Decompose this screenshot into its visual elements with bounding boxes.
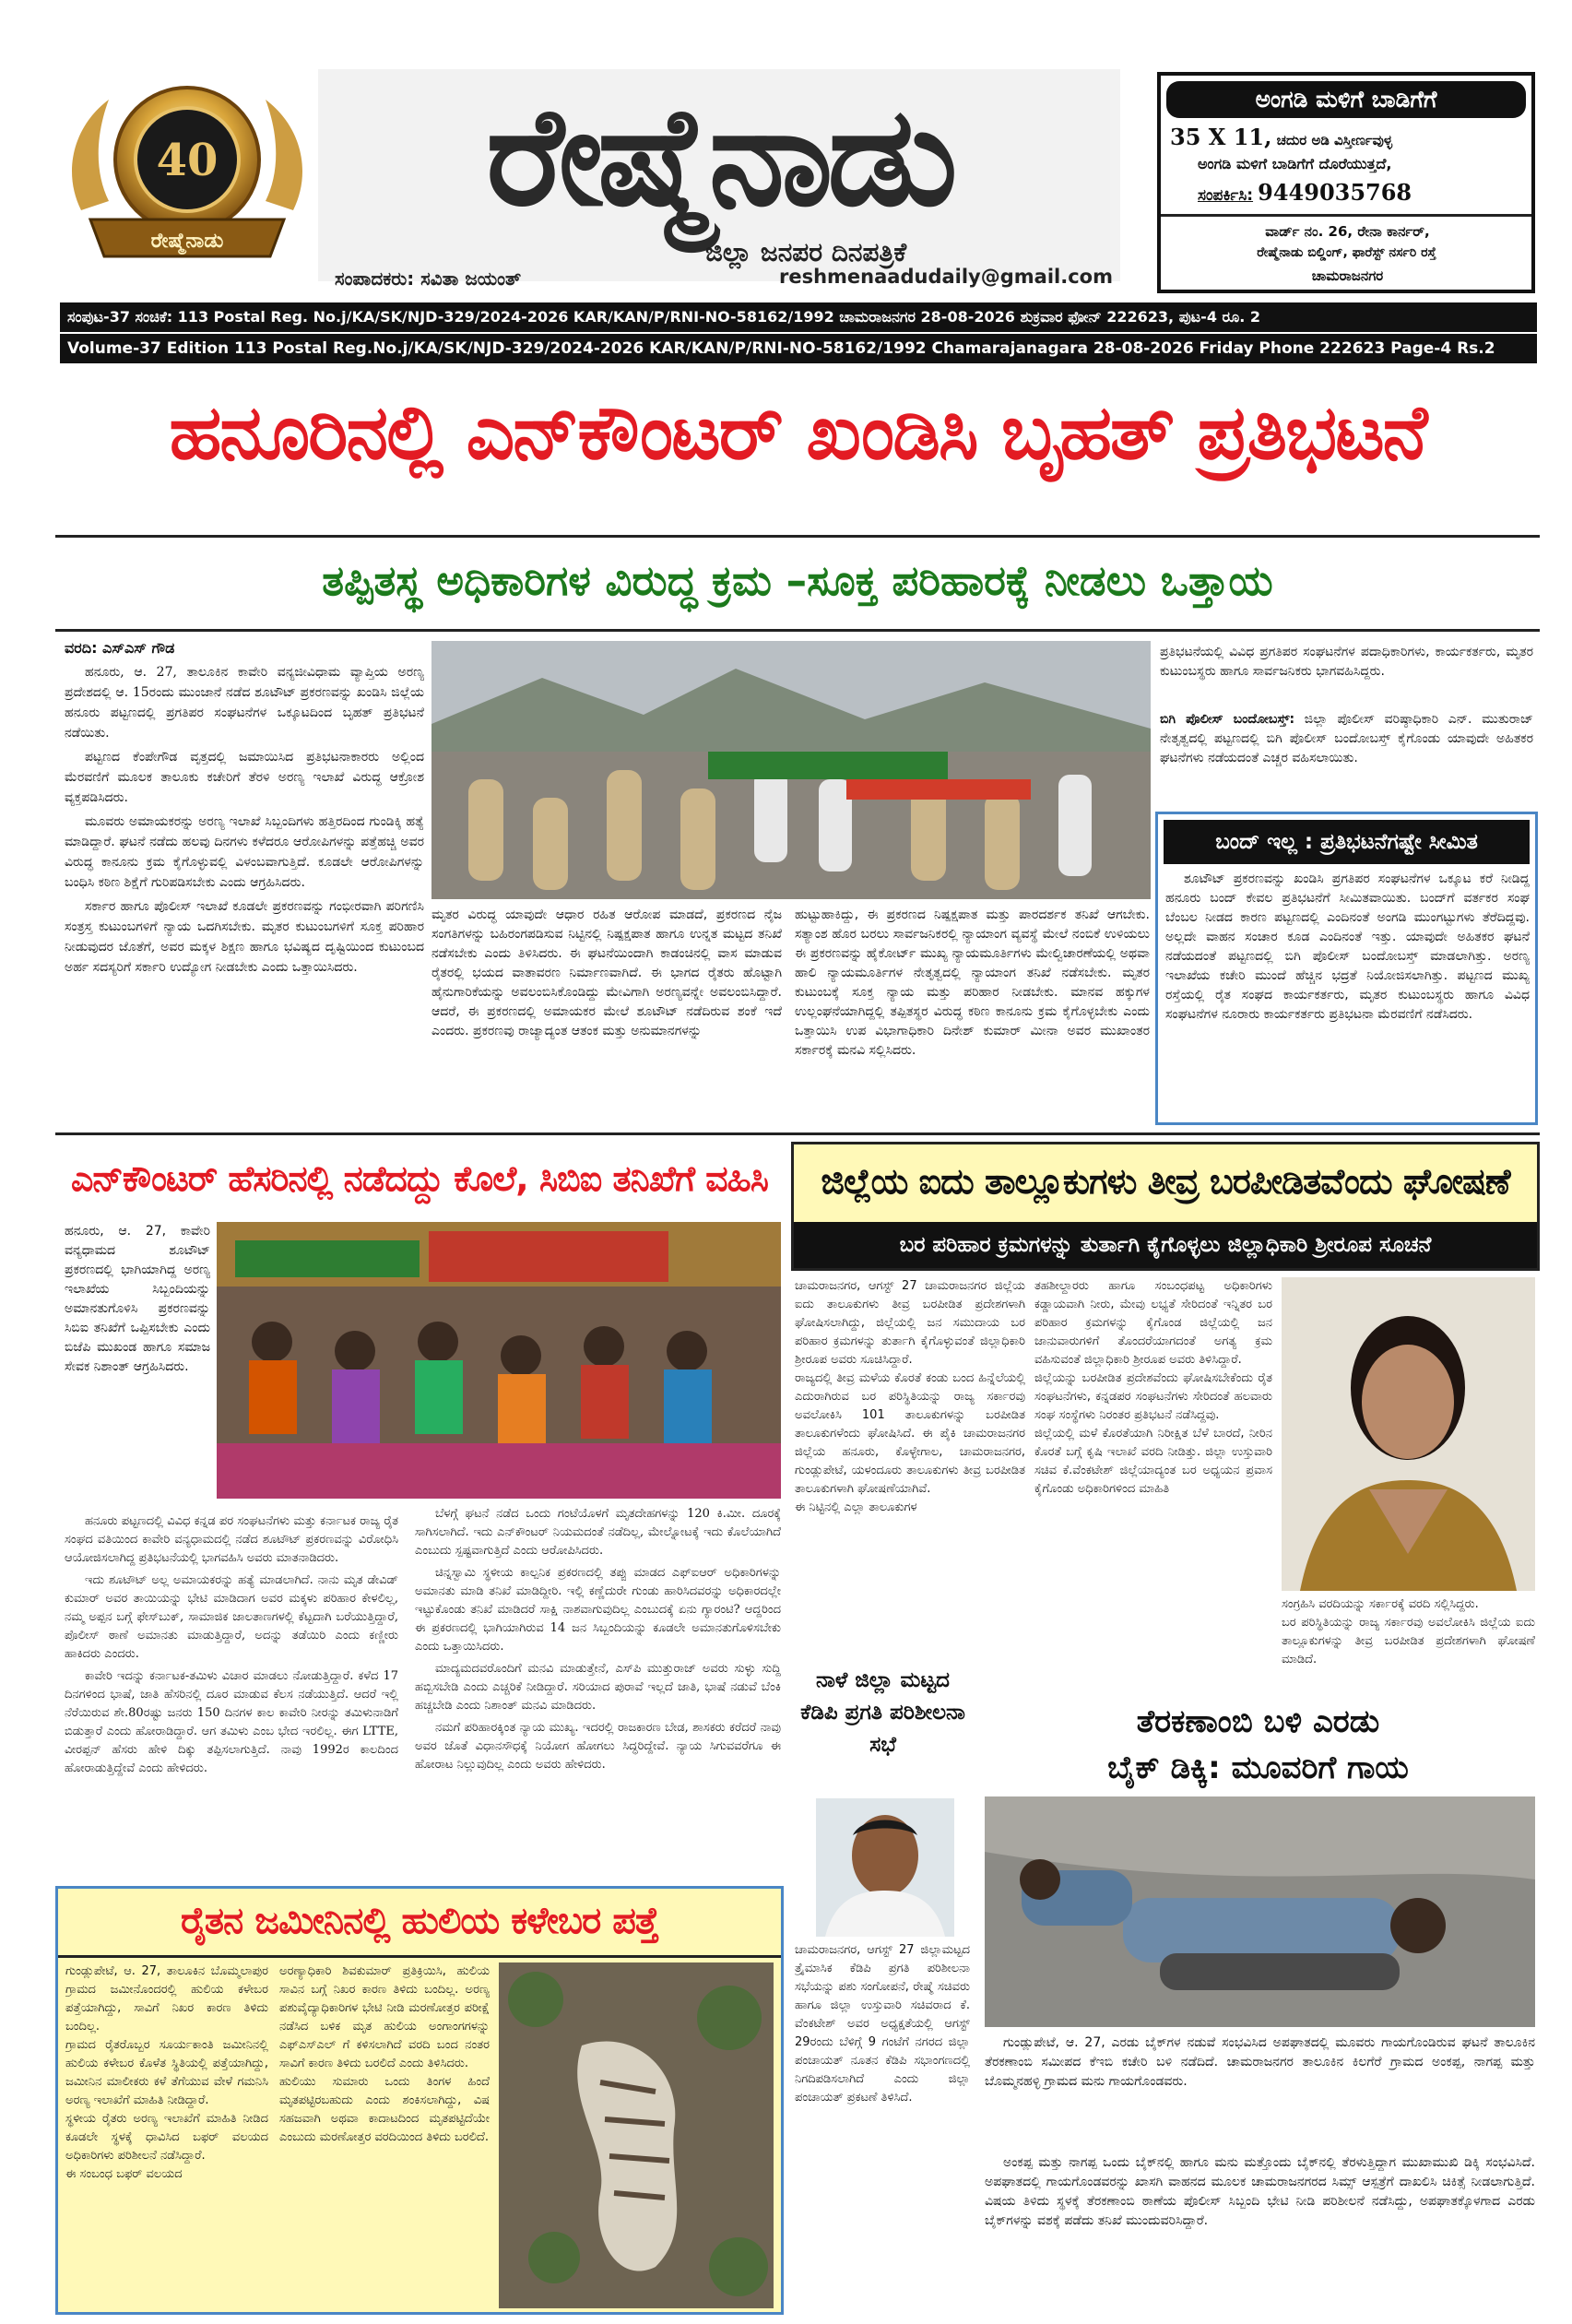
rent-ad-contact <box>1198 179 1530 208</box>
tiger-col1-p4: ಈ ಸಂಬಂಧ ಬಫರ್ ವಲಯದ <box>65 2167 183 2181</box>
info-bar-english <box>60 334 1537 363</box>
drought-headline: ಜಿಲ್ಲೆಯ ಐದು ತಾಲ್ಲೂಕುಗಳು ತೀವ್ರ ಬರಪೀಡಿತವೆಂದು ಘೋಷಣೆ <box>821 1161 1510 1202</box>
rent-ad-line2: ಅಂಗಡಿ ಮಳಿಗೆ ಬಾಡಿಗೆಗೆ ದೊರೆಯುತ್ತದೆ, <box>1198 155 1392 172</box>
tiger-box <box>55 1886 784 2315</box>
lead-col1-p1: ಹನೂರು, ಆ. 27, ತಾಲೂಕಿನ ಕಾವೇರಿ ವನ್ಯಜೀವಿಧಾಮ ವ್ಯಾಪ್ತಿಯ ಅರಣ್ಯ ಪ್ರದೇಶದಲ್ಲಿ ಆ. 15ರಂದು ಮುಂಜಾನೆ ನಡೆದ ಶೂಟೌಟ್ ಪ್ರಕರಣವನ್ನು ಖಂಡಿಸಿ ಜಿಲ್ಲೆಯ ಹನೂರು ಪಟ್ಟಣದಲ್ಲಿ ಪ್ರಗತಿಪರ ಸಂಘಟನೆಗಳ ಒಕ್ಕೂಟದಿಂದ ಬೃಹತ್ ಪ್ರತಿಭಟನೆ ನಡೆಯಿತು. <box>65 665 424 741</box>
lead-column-4b <box>1160 710 1533 812</box>
drought-subheadline: ಬರ ಪರಿಹಾರ ಕ್ರಮಗಳನ್ನು ತುರ್ತಾಗಿ ಕೈಗೊಳ್ಳಲು ಜಿಲ್ಲಾಧಿಕಾರಿ ಶ್ರೀರೂಪ ಸೂಚನೆ <box>794 1222 1537 1268</box>
title-banner <box>318 69 1120 281</box>
lead-headline: ಹನೂರಿನಲ್ಲಿ ಎನ್‌ಕೌಂಟರ್ ಖಂಡಿಸಿ ಬೃಹತ್ ಪ್ರತಿಭಟನೆ <box>169 389 1426 477</box>
encounter-body-p1: ಹನೂರು ಪಟ್ಟಣದಲ್ಲಿ ವಿವಿಧ ಕನ್ನಡ ಪರ ಸಂಘಟನೆಗಳು ಮತ್ತು ಕರ್ನಾಟಕ ರಾಜ್ಯ ರೈತ ಸಂಘದ ವತಿಯಿಂದ ಕಾವೇರಿ ವನ್ಯಧಾಮದಲ್ಲಿ ನಡೆದ ಶೂಟೌಟ್ ಪ್ರಕರಣವನ್ನು ವಿರೋಧಿಸಿ ಆಯೋಜಿಸಲಾಗಿದ್ದ ಪ್ರತಿಭಟನೆಯಲ್ಲಿ ಭಾಗವಹಿಸಿ ಅವರು ಮಾತನಾಡಿದರು. <box>65 1514 398 1565</box>
rent-ad-line1: ಚದುರ ಅಡಿ ವಿಸ್ತೀರ್ಣವುಳ್ಳ <box>1276 132 1392 148</box>
encounter-right-p1: ಬೆಳಗ್ಗೆ ಘಟನೆ ನಡೆದ ಒಂದು ಗಂಟೆಯೊಳಗೆ ಮೃತದೇಹಗಳನ್ನು 120 ಕಿ.ಮೀ. ದೂರಕ್ಕೆ ಸಾಗಿಸಲಾಗಿದೆ. ಇದು ಎನ್‌ಕೌಂಟರ್ ನಿಯಮದಂತೆ ನಡೆದಿಲ್ಲ, ಮೇಲ್ನೋಟಕ್ಕೆ ಇದು ಕೊಲೆಯಾಗಿದೆ ಎಂಬುದು ಸ್ಪಷ್ಟವಾಗುತ್ತಿದೆ ಎಂದು ಆರೋಪಿಸಿದರು. <box>415 1507 781 1558</box>
tiger-column-1 <box>65 1962 268 2308</box>
rent-ad-title: ಅಂಗಡಿ ಮಳಿಗೆ ಬಾಡಿಗೆಗೆ <box>1166 81 1526 118</box>
emblem-icon <box>53 72 321 293</box>
rent-ad-size: 35 X 11, <box>1170 124 1272 150</box>
drought-box <box>791 1142 1540 1271</box>
lead-column-2: ಮೃತರ ವಿರುದ್ಧ ಯಾವುದೇ ಆಧಾರ ರಹಿತ ಆರೋಪ ಮಾಡದೆ, ಪ್ರಕರಣದ ನೈಜ ಸಂಗತಿಗಳನ್ನು ಬಹಿರಂಗಪಡಿಸುವ ನಿಟ್ಟಿನಲ್ಲಿ ನಿಷ್ಪಕ್ಷಪಾತ ಹಾಗೂ ಉನ್ನತ ಮಟ್ಟದ ತನಿಖೆ ನಡೆಸಬೇಕು ಎಂದು ತಿಳಿಸಿದರು. ಈ ಘಟನೆಯಿಂದಾಗಿ ಕಾಡಂಚಿನಲ್ಲಿ ವಾಸ ಮಾಡುವ ರೈತರಲ್ಲಿ ಭಯದ ವಾತಾವರಣ ನಿರ್ಮಾಣವಾಗಿದೆ. ಈ ಭಾಗದ ರೈತರು ಹೊಟ್ಟಾಗಿ ಹೈನುಗಾರಿಕೆಯನ್ನು ಅವಲಂಬಿಸಿಕೊಂಡಿದ್ದು ಮೇವಿಗಾಗಿ ಅರಣ್ಯವನ್ನೇ ಅವಲಂಬಿಸಿದ್ದಾರೆ. ಆದರೆ, ಈ ಪ್ರಕರಣದಲ್ಲಿ ಅಮಾಯಕರ ಮೇಲೆ ಶೂಟೌಟ್ ನಡೆದಿರುವ ಶಂಕೆ ಇದೆ ಎಂದರು. ಪ್ರಕರಣವು ರಾಜ್ಯಾದ್ಯಂತ ಆತಂಕ ಮತ್ತು ಅನುಮಾನಗಳನ್ನು <box>431 907 782 1038</box>
encounter-body-p3: ಕಾವೇರಿ ಇದನ್ನು ಕರ್ನಾಟಕ-ತಮಿಳು ವಿಚಾರ ಮಾಡಲು ನೋಡುತ್ತಿದ್ದಾರೆ. ಕಳೆದ 17 ದಿನಗಳಿಂದ ಭಾಷೆ, ಜಾತಿ ಹೆಸರಿನಲ್ಲಿ ದೂರ ಮಾಡುವ ಕೆಲಸ ನಡೆಯುತ್ತಿದೆ. ಆದರೆ ಇಲ್ಲಿ ನೆರೆಯಿರುವ ಶೇ.80ರಷ್ಟು ಜನರು 150 ದಿನಗಳ ಕಾಲ ಕಾವೇರಿ ನೀರನ್ನು ತಮಿಳುನಾಡಿಗೆ ಬಿಡುತ್ತಾರೆ ಎಂದು ಹೋರಾಡಿದ್ದಾರೆ. ಆಗ ತಮಿಳು ಎಂಬ ಭೇದ ಇರಲಿಲ್ಲ. ಈಗ LTTE, ವೀರಪ್ಪನ್ ಹೆಸರು ಹೇಳಿ ದಿಕ್ಕು ತಪ್ಪಿಸಲಾಗುತ್ತಿದೆ. ನಾವು 1992ರ ಕಾಲದಿಂದ ಹೋರಾಡುತ್ತಿದ್ದೇವೆ ಎಂದು ಹೇಳಿದರು. <box>65 1669 398 1775</box>
section-divider-1 <box>55 1132 1540 1135</box>
editor-line: ಸಂಪಾದಕರು: ಸವಿತಾ ಜಯಂತ್ <box>335 267 522 290</box>
encounter-headline: ಎನ್‌ಕೌಂಟರ್ ಹೆಸರಿನಲ್ಲಿ ನಡೆದದ್ದು ಕೊಲೆ, ಸಿಬಿಐ ತನಿಖೆಗೆ ವಹಿಸಿ <box>71 1158 768 1199</box>
accident-photo <box>985 1796 1535 2027</box>
rent-ad-address2: ರೇಷ್ಮೆನಾಡು ಬಿಲ್ಡಿಂಗ್, ಫಾರೆಸ್ಟ್ ನರ್ಸರಿ ರಸ್ತೆ <box>1257 245 1436 260</box>
lead-rule-bottom <box>55 629 1540 632</box>
minister-portrait-image <box>816 1798 954 1937</box>
emblem-ribbon-text: ರೇಷ್ಮೆನಾಡು <box>150 230 224 253</box>
drought-col1-p2: ರಾಜ್ಯದಲ್ಲಿ ತೀವ್ರ ಮಳೆಯ ಕೊರತೆ ಕಂಡು ಬಂದ ಹಿನ್ನೆಲೆಯಲ್ಲಿ ಎದುರಾಗಿರುವ ಬರ ಪರಿಸ್ಥಿತಿಯನ್ನು ರಾಜ್ಯ ಸರ್ಕಾರವು ಅವಲೋಕಿಸಿ 101 ತಾಲೂಕುಗಳನ್ನು ಬರಪೀಡಿತ ತಾಲೂಕುಗಳೆಂದು ಘೋಷಿಸಿದೆ. ಈ ಪೈಕಿ ಚಾಮರಾಜನಗರ ಜಿಲ್ಲೆಯ ಹನೂರು, ಕೊಳ್ಳೇಗಾಲ, ಚಾಮರಾಜನಗರ, ಗುಂಡ್ಲುಪೇಟೆ, ಯಳಂದೂರು ತಾಲೂಕುಗಳು ತೀವ್ರ ಬರಪೀಡಿತ ತಾಲೂಕುಗಳಾಗಿ ಘೋಷಣೆಯಾಗಿವೆ. <box>795 1371 1025 1496</box>
tiger-col1-p1: ಗುಂಡ್ಲುಪೇಟೆ, ಆ. 27, ತಾಲೂಕಿನ ಬೊಮ್ಮಲಾಪುರ ಗ್ರಾಮದ ಜಮೀನೊಂದರಲ್ಲಿ ಹುಲಿಯ ಕಳೇಬರ ಪತ್ತೆಯಾಗಿದ್ದು, ಸಾವಿಗೆ ನಿಖರ ಕಾರಣ ತಿಳಿದು ಬಂದಿಲ್ಲ. <box>65 1964 268 2034</box>
lead-column-1 <box>65 662 424 1123</box>
bandh-headline: ಬಂದ್ ಇಲ್ಲ : ಪ್ರತಿಭಟನೆಗಷ್ಟೇ ಸೀಮಿತ <box>1164 820 1530 864</box>
protest-march-image <box>431 641 1151 899</box>
drought-column-3 <box>1282 1595 1535 1688</box>
info-bar-english-text: Volume-37 Edition 113 Postal Reg.No.j/KA/SK/NJD-329/2024-2026 KAR/KAN/P/RNI-NO-58162/1992 Chamarajanagara 28-08-2026 Friday Phone 222623 Page-4 Rs.2 <box>67 339 1495 358</box>
sit-in-protest-image <box>217 1222 781 1499</box>
encounter-body-p2: ಇದು ಶೂಟೌಟ್ ಅಲ್ಲ ಅಮಾಯಕರನ್ನು ಹತ್ಯೆ ಮಾಡಲಾಗಿದೆ. ನಾನು ಮೃತ ಡೇವಿಡ್ ಕುಮಾರ್ ಅವರ ತಾಯಿಯನ್ನು ಭೇಟಿ ಮಾಡಿದಾಗ ಅವರ ಮಕ್ಕಳು ಪರಿಹಾರ ಕೇಳಲಿಲ್ಲ, ನಮ್ಮ ಅಪ್ಪನ ಬಗ್ಗೆ ಫೇಸ್‌ಬುಕ್, ಸಾಮಾಜಿಕ ಜಾಲತಾಣಗಳಲ್ಲಿ ಕೆಟ್ಟದಾಗಿ ಬರೆಯುತ್ತಿದ್ದಾರೆ, ಪೊಲೀಸ್ ಠಾಣೆ ಅಮಾನತು ಮಾಡುತ್ತಿದ್ದಾರೆ, ಅದನ್ನು ತಡೆಯಿರಿ ಎಂದು ಕಣ್ಣೀರು ಹಾಕಿದರು ಎಂದರು. <box>65 1573 398 1661</box>
encounter-right-p2: ಚಿನ್ನಸ್ವಾಮಿ ಸ್ಥಳೀಯ ಕಾಲ್ಪನಿಕ ಪ್ರಕರಣದಲ್ಲಿ ತಪ್ಪು ಮಾಡದ ಎಫ್‌ಐಆರ್ ಅಧಿಕಾರಿಗಳನ್ನು ಅಮಾನತು ಮಾಡಿ ತನಿಖೆ ಮಾಡಿದ್ದೀರಿ. ಇಲ್ಲಿ ಕಣ್ಣೆದುರೇ ಗುಂಡು ಹಾರಿಸಿದವರನ್ನು ಅಧಿಕಾರದಲ್ಲೇ ಇಟ್ಟುಕೊಂಡು ತನಿಖೆ ಮಾಡಿದರೆ ಸಾಕ್ಷಿ ನಾಶವಾಗುವುದಿಲ್ಲ ಎಂಬುದಕ್ಕೆ ಏನು ಗ್ಯಾರಂಟಿ? ಆದ್ದರಿಂದ ಈ ಪ್ರಕರಣದಲ್ಲಿ ಭಾಗಿಯಾಗಿರುವ 14 ಜನ ಸಿಬ್ಬಂದಿಯನ್ನು ಕೂಡಲೇ ಅಮಾನತುಗೊಳಿಸಬೇಕು ಎಂದು ಒತ್ತಾಯಿಸಿದರು. <box>415 1566 781 1654</box>
drought-col3-p2: ಬರ ಪರಿಸ್ಥಿತಿಯನ್ನು ರಾಜ್ಯ ಸರ್ಕಾರವು ಅವಲೋಕಿಸಿ ಜಿಲ್ಲೆಯ ಐದು ತಾಲ್ಲೂಕುಗಳನ್ನು ತೀವ್ರ ಬರಪೀಡಿತ ಪ್ರದೇಶಗಳಾಗಿ ಘೋಷಣೆ ಮಾಡಿದೆ. <box>1282 1616 1535 1666</box>
email-link[interactable]: reshmenaadudaily@gmail.com <box>779 266 1113 288</box>
newspaper-tagline: ಜಿಲ್ಲಾ ಜನಪರ ದಿನಪತ್ರಿಕೆ <box>705 237 907 267</box>
protest-march-photo <box>431 641 1151 899</box>
drought-col3-p1: ಸಂಗ್ರಹಿಸಿ ವರದಿಯನ್ನು ಸರ್ಕಾರಕ್ಕೆ ವರದಿ ಸಲ್ಲಿಸಿದ್ದರು. <box>1282 1597 1479 1611</box>
lead-column-3: ಹುಟ್ಟುಹಾಕಿದ್ದು, ಈ ಪ್ರಕರಣದ ನಿಷ್ಪಕ್ಷಪಾತ ಮತ್ತು ಪಾರದರ್ಶಕ ತನಿಖೆ ಆಗಬೇಕು. ಸತ್ಯಾಂಶ ಹೊರ ಬರಲು ಸಾರ್ವಜನಿಕರಲ್ಲಿ ನ್ಯಾಯಾಂಗ ವ್ಯವಸ್ಥೆ ಮೇಲೆ ನಂಬಿಕೆ ಉಳಿಯಲು ಈ ಪ್ರಕರಣವನ್ನು ಹೈಕೋರ್ಟ್ ಮುಖ್ಯ ನ್ಯಾಯಮೂರ್ತಿಗಳು ಮೇಲ್ವಿಚಾರಣೆಯಲ್ಲಿ ಅಥವಾ ಹಾಲಿ ನ್ಯಾಯಮೂರ್ತಿಗಳ ನೇತೃತ್ವದಲ್ಲಿ ನ್ಯಾಯಾಂಗ ತನಿಖೆ ನಡೆಸಬೇಕು. ಮೃತರ ಕುಟುಂಬಕ್ಕೆ ಸೂಕ್ತ ನ್ಯಾಯ ಮತ್ತು ಪರಿಹಾರ ನೀಡಬೇಕು. ಮಾನವ ಹಕ್ಕುಗಳ ಉಲ್ಲಂಘನೆಯಾಗಿದ್ದಲ್ಲಿ ತಪ್ಪಿತಸ್ಥರ ವಿರುದ್ಧ ಕಠಿಣ ಕಾನೂನು ಕ್ರಮ ಕೈಗೊಳ್ಳಬೇಕು ಎಂದು ಒತ್ತಾಯಿಸಿ ಉಪ ವಿಭಾಗಾಧಿಕಾರಿ ದಿನೇಶ್ ಕುಮಾರ್ ಮೀನಾ ಅವರ ಮುಖಾಂತರ ಸರ್ಕಾರಕ್ಕೆ ಮನವಿ ಸಲ್ಲಿಸಿದರು. <box>795 907 1150 1058</box>
deputy-commissioner-photo <box>1282 1277 1535 1591</box>
masthead <box>0 0 1572 300</box>
tiger-rule <box>58 1955 781 1958</box>
lead-subheadline: ತಪ್ಪಿತಸ್ಥ ಅಧಿಕಾರಿಗಳ ವಿರುದ್ಧ ಕ್ರಮ –ಸೂಕ್ತ ಪರಿಹಾರಕ್ಕೆ ನೀಡಲು ಒತ್ತಾಯ <box>322 556 1273 605</box>
accident-paragraph-2: ಅಂಕಪ್ಪ ಮತ್ತು ನಾಗಪ್ಪ ಒಂದು ಬೈಕ್‌ನಲ್ಲಿ ಹಾಗೂ ಮನು ಮತ್ತೊಂದು ಬೈಕ್‌ನಲ್ಲಿ ತೆರಳುತ್ತಿದ್ದಾಗ ಮುಖಾಮುಖಿ ಡಿಕ್ಕಿ ಸಂಭವಿಸಿದೆ. ಅಪಘಾತದಲ್ಲಿ ಗಾಯಗೊಂಡವರನ್ನು ಖಾಸಗಿ ವಾಹನದ ಮೂಲಕ ಚಾಮರಾಜನಗರದ ಸಿಮ್ಸ್ ಆಸ್ಪತ್ರೆಗೆ ದಾಖಲಿಸಿ ಚಿಕಿತ್ಸೆ ನೀಡಲಾಗುತ್ತಿದೆ. ವಿಷಯ ತಿಳಿದು ಸ್ಥಳಕ್ಕೆ ತೆರಕಣಾಂಬಿ ಠಾಣೆಯ ಪೊಲೀಸ್ ಸಿಬ್ಬಂದಿ ಭೇಟಿ ನೀಡಿ ಪರಿಶೀಲನೆ ನಡೆಸಿದ್ದು, ಅಪಘಾತಕ್ಕೊಳಗಾದ ಎರಡು ಬೈಕ್‌ಗಳನ್ನು ವಶಕ್ಕೆ ಪಡೆದು ತನಿಖೆ ಮುಂದುವರಿಸಿದ್ದಾರೆ. <box>985 2155 1535 2228</box>
accident-headline-1: ತೆರಕಣಾಂಬಿ ಬಳಿ ಎರಡು <box>1136 1703 1380 1740</box>
lead-column-4a: ಪ್ರತಿಭಟನೆಯಲ್ಲಿ ವಿವಿಧ ಪ್ರಗತಿಪರ ಸಂಘಟನೆಗಳ ಪದಾಧಿಕಾರಿಗಳು, ಕಾರ್ಯಕರ್ತರು, ಮೃತರ ಕುಟುಂಬಸ್ಥರು ಹಾಗೂ ಸಾರ್ವಜನಿಕರು ಭಾಗವಹಿಸಿದ್ದರು. <box>1160 645 1533 679</box>
drought-column-1 <box>795 1277 1025 1688</box>
minister-photo <box>816 1798 954 1937</box>
lead-col1-p3: ಮೂವರು ಅಮಾಯಕರನ್ನು ಅರಣ್ಯ ಇಲಾಖೆ ಸಿಬ್ಬಂದಿಗಳು ಹತ್ತಿರದಿಂದ ಗುಂಡಿಕ್ಕಿ ಹತ್ಯೆ ಮಾಡಿದ್ದಾರೆ. ಘಟನೆ ನಡೆದು ಹಲವು ದಿನಗಳು ಕಳೆದರೂ ಆರೋಪಿಗಳನ್ನು ಪತ್ತೆಹಚ್ಚಿ ಅವರ ವಿರುದ್ಧ ಕಾನೂನು ಕ್ರಮ ಕೈಗೊಳ್ಳುವಲ್ಲಿ ವಿಳಂಬವಾಗುತ್ತಿದೆ. ಕೂಡಲೇ ಆರೋಪಿಗಳನ್ನು ಬಂಧಿಸಿ ಕಠಿಣ ಶಿಕ್ಷೆಗೆ ಗುರಿಪಡಿಸಬೇಕು ಎಂದು ಆಗ್ರಹಿಸಿದರು. <box>65 814 424 890</box>
tiger-column-2 <box>279 1962 490 2308</box>
rent-ad-address3: ಚಾಮರಾಜನಗರ <box>1311 267 1384 284</box>
tiger-col2-p2: ಹುಲಿಯು ಸುಮಾರು ಒಂದು ತಿಂಗಳ ಹಿಂದೆ ಮೃತಪಟ್ಟಿರಬಹುದು ಎಂದು ಶಂಕಿಸಲಾಗಿದ್ದು, ವಿಷ ಸಹಜವಾಗಿ ಅಥವಾ ಕಾದಾಟದಿಂದ ಮೃತಪಟ್ಟಿದೆಯೇ ಎಂಬುದು ಮರಣೋತ್ತರ ವರದಿಯಿಂದ ತಿಳಿದು ಬರಲಿದೆ. <box>279 2075 490 2144</box>
lead-col1-p4: ಸರ್ಕಾರ ಹಾಗೂ ಪೊಲೀಸ್ ಇಲಾಖೆ ಕೂಡಲೇ ಪ್ರಕರಣವನ್ನು ಗಂಭೀರವಾಗಿ ಪರಿಗಣಿಸಿ ಸಂತ್ರಸ್ತ ಕುಟುಂಬಗಳಿಗೆ ನ್ಯಾಯ ಒದಗಿಸಬೇಕು. ಮೃತರ ಕುಟುಂಬಗಳಿಗೆ ಸೂಕ್ತ ಪರಿಹಾರ ನೀಡುವುದರ ಜೊತೆಗೆ, ಅವರ ಮಕ್ಕಳ ಶಿಕ್ಷಣ ಹಾಗೂ ಭವಿಷ್ಯದ ದೃಷ್ಟಿಯಿಂದ ಕುಟುಂಬದ ಅರ್ಹ ಸದಸ್ಯರಿಗೆ ಸರ್ಕಾರಿ ಉದ್ಯೋಗ ನೀಡಬೇಕು ಎಂದು ಒತ್ತಾಯಿಸಿದರು. <box>65 899 424 975</box>
kdp-headline: ನಾಳೆ ಜಿಲ್ಲಾ ಮಟ್ಟದ ಕೆಡಿಪಿ ಪ್ರಗತಿ ಪರಿಶೀಲನಾ ಸಭೆ <box>800 1668 965 1757</box>
drought-col2-p2: ಜಿಲ್ಲೆಯನ್ನು ಬರಪೀಡಿತ ಪ್ರದೇಶವೆಂದು ಘೋಷಿಸಬೇಕೆಂದು ರೈತ ಸಂಘಟನೆಗಳು, ಕನ್ನಡಪರ ಸಂಘಟನೆಗಳು ಸೇರಿದಂತೆ ಹಲವಾರು ಸಂಘ ಸಂಸ್ಥೆಗಳು ನಿರಂತರ ಪ್ರತಿಭಟನೆ ನಡೆಸಿದ್ದವು. <box>1034 1371 1272 1422</box>
portrait-image <box>1282 1277 1535 1591</box>
info-bar-kannada-text: ಸಂಪುಟ-37 ಸಂಚಿಕೆ: 113 Postal Reg. No.j/KA/SK/NJD-329/2024-2026 KAR/KAN/P/RNI-NO-58162/1992 ಚಾಮರಾಜನಗರ 28-08-2026 ಶುಕ್ರವಾರ ಫೋನ್ 222623, ಪುಟ-4 ರೂ. 2 <box>67 308 1260 326</box>
police-text: ಜಿಲ್ಲಾ ಪೊಲೀಸ್ ವರಿಷ್ಠಾಧಿಕಾರಿ ಎನ್. ಮುತುರಾಜ್ ನೇತೃತ್ವದಲ್ಲಿ ಪಟ್ಟಣದಲ್ಲಿ ಬಿಗಿ ಪೊಲೀಸ್ ಬಂದೋಬಸ್ತ್ ಕೈಗೊಂಡು ಯಾವುದೇ ಅಹಿತಕರ ಘಟನೆಗಳು ನಡೆಯದಂತೆ ಎಚ್ಚರ ವಹಿಸಲಾಯಿತು. <box>1160 712 1533 765</box>
drought-column-2 <box>1034 1277 1272 1688</box>
drought-col2-p1: ತಹಶೀಲ್ದಾರರು ಹಾಗೂ ಸಂಬಂಧಪಟ್ಟ ಅಧಿಕಾರಿಗಳು ಕಡ್ಡಾಯವಾಗಿ ನೀರು, ಮೇವು ಲಭ್ಯತೆ ಸೇರಿದಂತೆ ಇನ್ನಿತರ ಬರ ಪರಿಹಾರ ಕ್ರಮಗಳನ್ನು ಕೈಗೊಂಡ ಜಿಲ್ಲೆಯಲ್ಲಿ ಜನ ಜಾನುವಾರುಗಳಿಗೆ ತೊಂದರೆಯಾಗದಂತೆ ಅಗತ್ಯ ಕ್ರಮ ವಹಿಸುವಂತೆ ಜಿಲ್ಲಾಧಿಕಾರಿ ಶ್ರೀರೂಪ ಅವರು ತಿಳಿಸಿದ್ದಾರೆ. <box>1034 1279 1272 1367</box>
tiger-col1-p3: ಸ್ಥಳೀಯ ರೈತರು ಅರಣ್ಯ ಇಲಾಖೆಗೆ ಮಾಹಿತಿ ನೀಡಿದ ಕೂಡಲೇ ಸ್ಥಳಕ್ಕೆ ಧಾವಿಸಿದ ಬಫರ್ ವಲಯದ ಅಧಿಕಾರಿಗಳು ಪರಿಶೀಲನೆ ನಡೆಸಿದ್ದಾರೆ. <box>65 2112 268 2163</box>
rent-ad-size-line <box>1170 124 1530 153</box>
drought-col2-p3: ಜಿಲ್ಲೆಯಲ್ಲಿ ಮಳೆ ಕೊರತೆಯಾಗಿ ನಿರೀಕ್ಷಿತ ಬೆಳೆ ಬಾರದೆ, ನೀರಿನ ಕೊರತೆ ಬಗ್ಗೆ ಕೃಷಿ ಇಲಾಖೆ ವರದಿ ನೀಡಿತ್ತು. ಜಿಲ್ಲಾ ಉಸ್ತುವಾರಿ ಸಚಿವ ಕೆ.ವೆಂಕಟೇಶ್ ಜಿಲ್ಲೆಯಾದ್ಯಂತ ಬರ ಅಧ್ಯಯನ ಪ್ರವಾಸ ಕೈಗೊಂಡು ಅಧಿಕಾರಿಗಳಿಂದ ಮಾಹಿತಿ <box>1034 1427 1272 1496</box>
rent-ad-contact-label: ಸಂಪರ್ಕಿಸಿ: <box>1198 186 1254 205</box>
lead-col1-p2: ಪಟ್ಟಣದ ಕೆಂಪೇಗೌಡ ವೃತ್ತದಲ್ಲಿ ಜಮಾಯಿಸಿದ ಪ್ರತಿಭಟನಾಕಾರರು ಅಲ್ಲಿಂದ ಮೆರವಣಿಗೆ ಮೂಲಕ ತಾಲೂಕು ಕಚೇರಿಗೆ ತೆರಳಿ ಅರಣ್ಯ ಇಲಾಖೆ ವಿರುದ್ಧ ಆಕ್ರೋಶ ವ್ಯಕ್ತಪಡಿಸಿದರು. <box>65 750 424 805</box>
newspaper-title: ರೇಷ್ಮೆನಾಡು <box>486 77 952 236</box>
accident-scene-image <box>985 1796 1535 2027</box>
encounter-protest-photo <box>217 1222 781 1499</box>
rent-ad-divider <box>1161 214 1531 217</box>
lead-rule-top <box>55 535 1540 538</box>
encounter-right-p3: ಮಾದ್ಯಮದವರೊಂದಿಗೆ ಮನವಿ ಮಾಡುತ್ತೇನೆ, ಎಸ್‌ಪಿ ಮುತ್ತುರಾಜ್ ಅವರು ಸುಳ್ಳು ಸುದ್ದಿ ಹಬ್ಬಿಸಬೇಡಿ ಎಂದು ಎಚ್ಚರಿಕೆ ನೀಡಿದ್ದಾರೆ. ಸರಿಯಾದ ಪುರಾವೆ ಇಲ್ಲದೆ ಜಾತಿ, ಭಾಷೆ ನಡುವೆ ಬೆಂಕಿ ಹಚ್ಚಬೇಡಿ ಎಂದು ನಿಶಾಂತ್ ಮನವಿ ಮಾಡಿದರು. <box>415 1662 781 1713</box>
emblem-number: 40 <box>156 135 219 186</box>
info-bar-kannada <box>60 302 1537 332</box>
encounter-right-p4: ನಮಗೆ ಪರಿಹಾರಕ್ಕಿಂತ ನ್ಯಾಯ ಮುಖ್ಯ. ಇದರಲ್ಲಿ ರಾಜಕಾರಣ ಬೇಡ, ಶಾಸಕರು ಕರೆದರೆ ನಾವು ಅವರ ಜೊತೆ ವಿಧಾನಸೌಧಕ್ಕೆ ನಿಯೋಗ ಹೋಗಲು ಸಿದ್ಧರಿದ್ದೇವೆ. ನ್ಯಾಯ ಸಿಗುವವರೆಗೂ ಈ ಹೋರಾಟ ನಿಲ್ಲುವುದಿಲ್ಲ ಎಂದು ಅವರು ಹೇಳಿದರು. <box>415 1721 781 1772</box>
tiger-carcass-photo <box>499 1962 774 2308</box>
bandh-text: ಶೂಟೌಟ್ ಪ್ರಕರಣವನ್ನು ಖಂಡಿಸಿ ಪ್ರಗತಿಪರ ಸಂಘಟನೆಗಳ ಒಕ್ಕೂಟ ಕರೆ ನೀಡಿದ್ದ ಹನೂರು ಬಂದ್ ಕೇವಲ ಪ್ರತಿಭಟನೆಗೆ ಸೀಮಿತವಾಯಿತು. ಬಂದ್‌ಗೆ ವರ್ತಕರ ಸಂಘ ಬೆಂಬಲ ನೀಡದ ಕಾರಣ ಪಟ್ಟಣದಲ್ಲಿ ಎಂದಿನಂತೆ ಅಂಗಡಿ ಮುಂಗಟ್ಟುಗಳು ತೆರೆದಿದ್ದವು. ಅಲ್ಲದೇ ವಾಹನ ಸಂಚಾರ ಕೂಡ ಎಂದಿನಂತೆ ಇತ್ತು. ಯಾವುದೇ ಅಹಿತಕರ ಘಟನೆ ನಡೆಯದಂತೆ ಪಟ್ಟಣದಲ್ಲಿ ಬಿಗಿ ಪೊಲೀಸ್ ಬಂದೋಬಸ್ತ್ ಮಾಡಲಾಗಿತ್ತು. ಅರಣ್ಯ ಇಲಾಖೆಯ ಕಚೇರಿ ಮುಂದೆ ಹೆಚ್ಚಿನ ಭದ್ರತೆ ನಿಯೋಜಿಸಲಾಗಿತ್ತು. ಪಟ್ಟಣದ ಮುಖ್ಯ ರಸ್ತೆಯಲ್ಲಿ ರೈತ ಸಂಘದ ಕಾರ್ಯಕರ್ತರು, ಮೃತರ ಕುಟುಂಬಸ್ಥರು ಹಾಗೂ ವಿವಿಧ ಸಂಘಟನೆಗಳ ನೂರಾರು ಕಾರ್ಯಕರ್ತರು ಪ್ರತಿಭಟನಾ ಮೆರವಣಿಗೆ ನಡೆಸಿದರು. <box>1165 872 1530 1022</box>
rent-ad-box <box>1157 72 1535 293</box>
drought-col1-p1: ಚಾಮರಾಜನಗರ, ಆಗಸ್ಟ್ 27 ಚಾಮರಾಜನಗರ ಜಿಲ್ಲೆಯ ಐದು ತಾಲೂಕುಗಳು ತೀವ್ರ ಬರಪೀಡಿತ ಪ್ರದೇಶಗಳಾಗಿ ಘೋಷಿಸಲಾಗಿದ್ದು, ಜಿಲ್ಲೆಯಲ್ಲಿ ಜನ ಸಮುದಾಯ ಬರ ಪರಿಹಾರ ಕ್ರಮಗಳನ್ನು ತುರ್ತಾಗಿ ಕೈಗೊಳ್ಳುವಂತೆ ಜಿಲ್ಲಾಧಿಕಾರಿ ಶ್ರೀರೂಪ ಅವರು ಸೂಚಿಸಿದ್ದಾರೆ. <box>795 1279 1025 1367</box>
kdp-text: ಚಾಮರಾಜನಗರ, ಆಗಸ್ಟ್ 27 ಜಿಲ್ಲಾಮಟ್ಟದ ತ್ರೈಮಾಸಿಕ ಕೆಡಿಪಿ ಪ್ರಗತಿ ಪರಿಶೀಲನಾ ಸಭೆಯನ್ನು ಪಶು ಸಂಗೋಪನೆ, ರೇಷ್ಮೆ ಸಚಿವರು ಹಾಗೂ ಜಿಲ್ಲಾ ಉಸ್ತುವಾರಿ ಸಚಿವರಾದ ಕೆ. ವೆಂಕಟೇಶ್ ಅವರ ಅಧ್ಯಕ್ಷತೆಯಲ್ಲಿ ಆಗಸ್ಟ್ 29ರಂದು ಬೆಳಿಗ್ಗೆ 9 ಗಂಟೆಗೆ ನಗರದ ಜಿಲ್ಲಾ ಪಂಚಾಯತ್ ನೂತನ ಕೆಡಿಪಿ ಸಭಾಂಗಣದಲ್ಲಿ ನಿಗದಿಪಡಿಸಲಾಗಿದೆ ಎಂದು ಜಿಲ್ಲಾ ಪಂಚಾಯತ್ ಪ್ರಕಟಣೆ ತಿಳಿಸಿದೆ. <box>795 1943 970 2105</box>
accident-paragraph-1: ಗುಂಡ್ಲುಪೇಟೆ, ಆ. 27, ಎರಡು ಬೈಕ್‌ಗಳ ನಡುವೆ ಸಂಭವಿಸಿದ ಅಪಘಾತದಲ್ಲಿ ಮೂವರು ಗಾಯಗೊಂಡಿರುವ ಘಟನೆ ತಾಲೂಕಿನ ತೆರಕಣಾಂಬಿ ಸಮೀಪದ ಕೆಇಬಿ ಕಚೇರಿ ಬಳಿ ನಡೆದಿದೆ. ಚಾಮರಾಜನಗರ ತಾಲೂಕಿನ ಕಿಲಗೆರೆ ಗ್ರಾಮದ ಅಂಕಪ್ಪ, ನಾಗಪ್ಪ ಮತ್ತು ಬೊಮ್ಮನಹಳ್ಳಿ ಗ್ರಾಮದ ಮನು ಗಾಯಗೊಂಡವರು. <box>985 2035 1535 2089</box>
lead-byline: ವರದಿ: ಎಸ್‌ಎಸ್ ಗೌಡ <box>65 639 175 657</box>
encounter-narrow-column: ಹನೂರು, ಆ. 27, ಕಾವೇರಿ ವನ್ಯಧಾಮದ ಶೂಟೌಟ್ ಪ್ರಕರಣದಲ್ಲಿ ಭಾಗಿಯಾಗಿದ್ದ ಅರಣ್ಯ ಇಲಾಖೆಯ ಸಿಬ್ಬಂದಿಯನ್ನು ಅಮಾನತುಗೊಳಿಸಿ ಪ್ರಕರಣವನ್ನು ಸಿಬಿಐ ತನಿಖೆಗೆ ಒಪ್ಪಿಸಬೇಕು ಎಂದು ಬಿಜೆಪಿ ಮುಖಂಡ ಹಾಗೂ ಸಮಾಜ ಸೇವಕ ನಿಶಾಂತ್ ಆಗ್ರಹಿಸಿದರು. <box>65 1224 210 1374</box>
tiger-col2-p1: ಅರಣ್ಯಾಧಿಕಾರಿ ಶಿವಕುಮಾರ್ ಪ್ರತಿಕ್ರಿಯಿಸಿ, ಹುಲಿಯ ಸಾವಿನ ಬಗ್ಗೆ ನಿಖರ ಕಾರಣ ತಿಳಿದು ಬಂದಿಲ್ಲ. ಅರಣ್ಯ ಪಶುವೈದ್ಯಾಧಿಕಾರಿಗಳ ಭೇಟಿ ನೀಡಿ ಮರಣೋತ್ತರ ಪರೀಕ್ಷೆ ನಡೆಸಿದ ಬಳಿಕ ಮೃತ ಹುಲಿಯ ಅಂಗಾಂಗಗಳನ್ನು ಎಫ್‌ಎಸ್‌ಎಲ್ ಗೆ ಕಳಿಸಲಾಗಿದೆ ವರದಿ ಬಂದ ನಂತರ ಸಾವಿಗೆ ಕಾರಣ ತಿಳಿದು ಬರಲಿದೆ ಎಂದು ತಿಳಿಸಿದರು. <box>279 1964 490 2070</box>
tiger-col1-p2: ಗ್ರಾಮದ ರೈತರೊಬ್ಬರ ಸೂರ್ಯಕಾಂತಿ ಜಮೀನಿನಲ್ಲಿ ಹುಲಿಯ ಕಳೇಬರ ಕೊಳೆತ ಸ್ಥಿತಿಯಲ್ಲಿ ಪತ್ತೆಯಾಗಿದ್ದು, ಜಮೀನಿನ ಮಾಲೀಕರು ಕಳೆ ತೆಗೆಯುವ ವೇಳೆ ಗಮನಿಸಿ ಅರಣ್ಯ ಇಲಾಖೆಗೆ ಮಾಹಿತಿ ನೀಡಿದ್ದಾರೆ. <box>65 2038 268 2107</box>
encounter-right <box>415 1505 781 1900</box>
encounter-body <box>65 1512 398 1900</box>
drought-col1-p3: ಈ ನಿಟ್ಟಿನಲ್ಲಿ ಎಲ್ಲಾ ತಾಲೂಕುಗಳ <box>795 1500 917 1514</box>
accident-headline-2: ಬೈಕ್ ಡಿಕ್ಕಿ: ಮೂವರಿಗೆ ಗಾಯ <box>1107 1749 1409 1786</box>
rent-ad-phone[interactable]: 9449035768 <box>1258 179 1412 206</box>
bandh-box <box>1155 812 1538 1125</box>
tiger-carcass-image <box>499 1962 774 2308</box>
rent-ad-address1: ವಾರ್ಡ್ ನಂ. 26, ರೇನಾ ಕಾರ್ನರ್, <box>1265 223 1430 240</box>
emblem-logo <box>53 72 321 293</box>
police-subhead: ಬಿಗಿ ಪೊಲೀಸ್ ಬಂದೋಬಸ್ತ್: <box>1160 712 1295 727</box>
tiger-headline: ರೈತನ ಜಮೀನಿನಲ್ಲಿ ಹುಲಿಯ ಕಳೇಬರ ಪತ್ತೆ <box>58 1889 781 1953</box>
